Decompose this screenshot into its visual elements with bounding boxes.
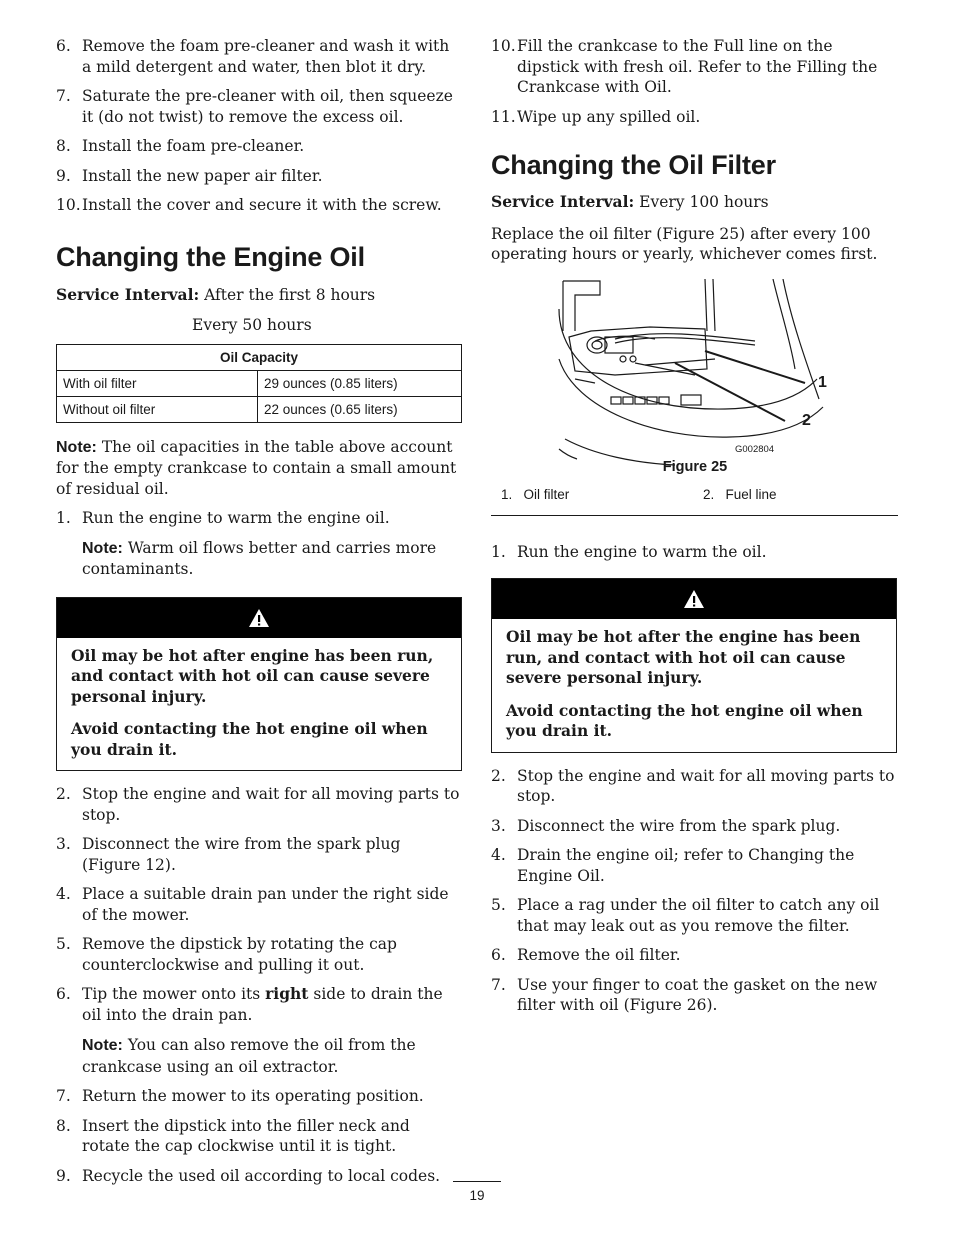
steps-top-list bbox=[56, 36, 462, 216]
list-item: 6. Remove the oil filter. bbox=[491, 946, 681, 964]
list-item: 1. Run the engine to warm the oil. bbox=[491, 542, 767, 561]
list-item: 2. Stop the engine and wait for all moving parts to stop. bbox=[491, 766, 895, 805]
service-interval-second: Every 50 hours bbox=[192, 316, 312, 334]
list-item: 3. Disconnect the wire from the spark plug (Figure 12). bbox=[56, 835, 401, 874]
warning-body: Oil may be hot after engine has been run, and contact with hot oil can cause severe personal injury. Avoid contacting the hot engine oil when you drain it. bbox=[71, 645, 434, 759]
list-item: 9. Recycle the used oil according to local codes. bbox=[56, 1166, 441, 1185]
table-row: With oil filter 29 ounces (0.85 liters) bbox=[57, 370, 462, 396]
table-header: Oil Capacity bbox=[57, 344, 462, 370]
left-column bbox=[56, 36, 462, 1195]
step-note: Note: You can also remove the oil from the crankcase using an oil extractor. bbox=[82, 1036, 416, 1076]
warning-body: Oil may be hot after the engine has been run, and contact with hot oil can cause severe personal injury. Avoid contacting the hot engine oil when you drain it. bbox=[506, 627, 863, 740]
list-item: 4. Drain the engine oil; refer to Changing the Engine Oil. bbox=[491, 846, 855, 885]
figure-code: G002804 bbox=[735, 443, 775, 455]
list-item: 10. Fill the crankcase to the Full line on the dipstick with fresh oil. Refer to the Filling the Crankcase with Oil. bbox=[491, 37, 878, 96]
divider bbox=[491, 515, 898, 516]
section-heading-oil-filter: Changing the Oil Filter bbox=[491, 150, 776, 180]
oil-filter-illustration bbox=[555, 279, 825, 469]
service-interval: Service Interval: After the first 8 hours bbox=[56, 284, 376, 304]
legend-item: 1. Oil filter bbox=[501, 486, 570, 502]
callout-2: 2 bbox=[802, 411, 811, 429]
figure-legend bbox=[501, 487, 899, 502]
page-number: 19 bbox=[453, 1181, 501, 1203]
note-paragraph: Note: The oil capacities in the table above account for the empty crankcase to contain a small amount of residual oil. bbox=[56, 437, 457, 498]
service-interval: Service Interval: Every 100 hours bbox=[491, 192, 769, 211]
warning-box bbox=[491, 578, 897, 753]
list-item: 5. Place a rag under the oil filter to catch any oil that may leak out as you remove the filter. bbox=[491, 896, 880, 935]
warning-header bbox=[492, 579, 896, 619]
warning-triangle-icon bbox=[683, 589, 705, 609]
intro-paragraph: Replace the oil filter (Figure 25) after every 100 operating hours or yearly, whichever comes first. bbox=[491, 224, 878, 263]
list-item: 7. Saturate the pre-cleaner with oil, then squeeze it (do not twist) to remove the excess oil. bbox=[56, 87, 453, 126]
list-item: 6. Remove the foam pre-cleaner and wash it with a mild detergent and water, then blot it dry. bbox=[56, 37, 450, 76]
list-item: 7. Return the mower to its operating position. bbox=[56, 1087, 424, 1105]
list-item: 5. Remove the dipstick by rotating the cap counterclockwise and pulling it out. bbox=[56, 935, 397, 974]
list-item: 7. Use your finger to coat the gasket on the new filter with oil (Figure 26). bbox=[491, 975, 878, 1014]
callout-1: 1 bbox=[818, 373, 827, 391]
step1-list bbox=[56, 508, 462, 580]
list-item: 6. Tip the mower onto its right side to drain the oil into the drain pan. Note: You can also remove the oil from the crankcase using an oil extractor. bbox=[56, 984, 462, 1077]
list-item: 8. Insert the dipstick into the filler neck and rotate the cap clockwise until it is tight. bbox=[56, 1116, 410, 1155]
list-item: 11. Wipe up any spilled oil. bbox=[491, 107, 701, 126]
list-item: 10. Install the cover and secure it with the screw. bbox=[56, 196, 442, 214]
right-column bbox=[491, 36, 899, 1025]
list-item: 9. Install the new paper air filter. bbox=[56, 166, 323, 185]
figure-caption: Figure 25 bbox=[662, 458, 728, 475]
steps-end-list bbox=[491, 766, 899, 1016]
steps-mid-list bbox=[56, 784, 462, 1186]
list-item: 2. Stop the engine and wait for all moving parts to stop. bbox=[56, 785, 460, 824]
warning-box bbox=[56, 597, 462, 772]
list-item: 8. Install the foam pre-cleaner. bbox=[56, 137, 305, 155]
steps-top-list bbox=[491, 36, 899, 127]
warning-triangle-icon bbox=[248, 608, 270, 628]
warning-header bbox=[57, 598, 461, 638]
list-item: 4. Place a suitable drain pan under the right side of the mower. bbox=[56, 885, 449, 924]
list-item: 1. Run the engine to warm the engine oil. Note: Warm oil flows better and carries more contaminants. bbox=[56, 508, 462, 580]
legend-item: 2. Fuel line bbox=[703, 486, 777, 502]
table-row: Without oil filter 22 ounces (0.65 liters) bbox=[57, 396, 462, 422]
oil-capacity-table bbox=[56, 344, 462, 423]
step1-list bbox=[491, 542, 899, 563]
section-heading-engine-oil: Changing the Engine Oil bbox=[56, 241, 365, 272]
step-note: Note: Warm oil flows better and carries more contaminants. bbox=[82, 538, 437, 578]
list-item: 3. Disconnect the wire from the spark plug. bbox=[491, 816, 841, 835]
figure-25 bbox=[491, 277, 899, 539]
